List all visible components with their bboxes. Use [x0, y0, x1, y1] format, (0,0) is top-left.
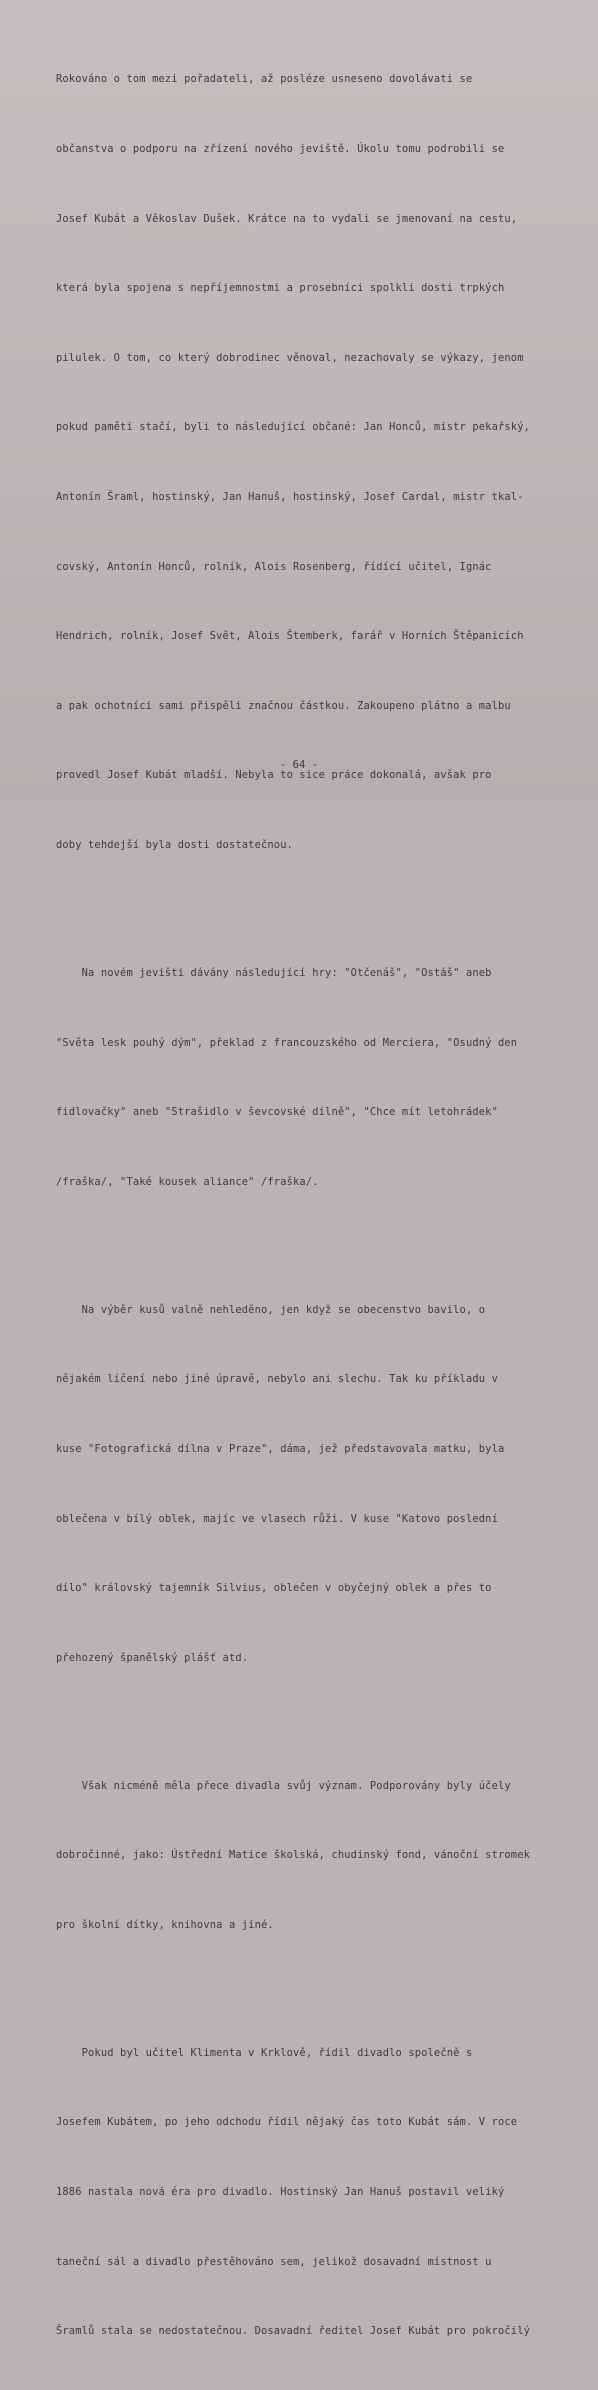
text-line: pokud paměti stačí, byli to následující občané: Jan Honců, mistr pekařský, [56, 421, 531, 434]
text-line: Na novém jevišti dávány následující hry: "Otčenáš", "Ostáš" aneb [56, 966, 492, 979]
page-number: - 64 - [280, 759, 318, 771]
text-line: Rokováno o tom mezi pořadateli, až posléze usneseno dovolávati se [56, 73, 473, 86]
text-line: covský, Antonín Honců, rolník, Alois Rosenberg, řídící učitel, Ignác [56, 560, 492, 573]
text-line: Antonín Šraml, hostinský, Jan Hanuš, hostinský, Josef Cardal, mistr tkal- [56, 490, 524, 503]
text-line: přehozený španělský plášť atd. [56, 1651, 249, 1664]
text-line: doby tehdejší byla dosti dostatečnou. [56, 838, 294, 851]
text-line: Pokud byl učitel Klimenta v Krklově, řídil divadlo společně s [56, 2046, 473, 2059]
body-text [56, 22, 586, 2390]
text-line: dobročinné, jako: Ústřední Matice školská, chudinský fond, vánoční stromek [56, 1849, 531, 1862]
text-line: Šramlů stala se nedostatečnou. Dosavadní ředitel Josef Kubát pro pokročilý [56, 2325, 531, 2338]
text-line: Josefem Kubátem, po jeho odchodu řídil nějaký čas toto Kubát sám. V roce [56, 2116, 518, 2129]
text-line: Však nicméně měla přece divadla svůj význam. Podporovány byly účely [56, 1779, 511, 1792]
text-line: provedl Josef Kubát mladší. Nebyla to sice práce dokonalá, avšak pro [56, 769, 492, 782]
text-line: fidlovačky" aneb "Strašidlo v ševcovské dílně", "Chce mít letohrádek" [56, 1106, 498, 1119]
paragraph-gap [56, 1983, 586, 1995]
paragraph-gap [56, 1716, 586, 1728]
text-line: občanstva o podporu na zřízení nového jeviště. Úkolu tomu podrobili se [56, 143, 505, 155]
paragraph-gap [56, 1240, 586, 1252]
paragraph-gap [56, 904, 586, 916]
text-line: oblečena v bílý oblek, majíc ve vlasech růži. V kuse "Katovo poslední [56, 1512, 498, 1525]
text-line: 1886 nastala nová éra pro divadlo. Hostinský Jan Hanuš postavil veliký [56, 2186, 505, 2199]
text-line: Na výběr kusů valně nehleděno, jen když se obecenstvo bavilo, o [56, 1303, 486, 1316]
text-line: pro školní dítky, knihovna a jiné. [56, 1918, 274, 1931]
text-line: pilulek. O tom, co který dobrodinec věnoval, nezachovaly se výkazy, jenom [56, 351, 524, 364]
text-line: Hendrich, rolník, Josef Svět, Alois Štemberk, farář v Horních Štěpanicích [56, 630, 524, 643]
text-line: taneční sál a divadlo přestěhováno sem, jelikož dosavadní místnost u [56, 2255, 492, 2268]
text-line: /fraška/, "Také kousek aliance" /fraška/. [56, 1175, 319, 1188]
text-line: kuse "Fotografická dílna v Praze", dáma, jež představovala matku, byla [56, 1442, 505, 1455]
text-line: a pak ochotníci sami přispěli značnou částkou. Zakoupeno plátno a malbu [56, 699, 511, 712]
text-line: nějakém líčení nebo jiné úpravě, nebylo ani slechu. Tak ku příkladu v [56, 1373, 498, 1386]
text-line: dílo" královský tajemník Silvius, oblečen v obyčejný oblek a přes to [56, 1582, 492, 1595]
text-line: "Světa lesk pouhý dým", překlad z francouzského od Merciera, "Osudný den [56, 1036, 518, 1049]
text-line: Josef Kubát a Věkoslav Dušek. Krátce na to vydali se jmenovaní na cestu, [56, 212, 518, 225]
text-line: která byla spojena s nepříjemnostmi a prosebníci spolkli dosti trpkých [56, 282, 505, 295]
